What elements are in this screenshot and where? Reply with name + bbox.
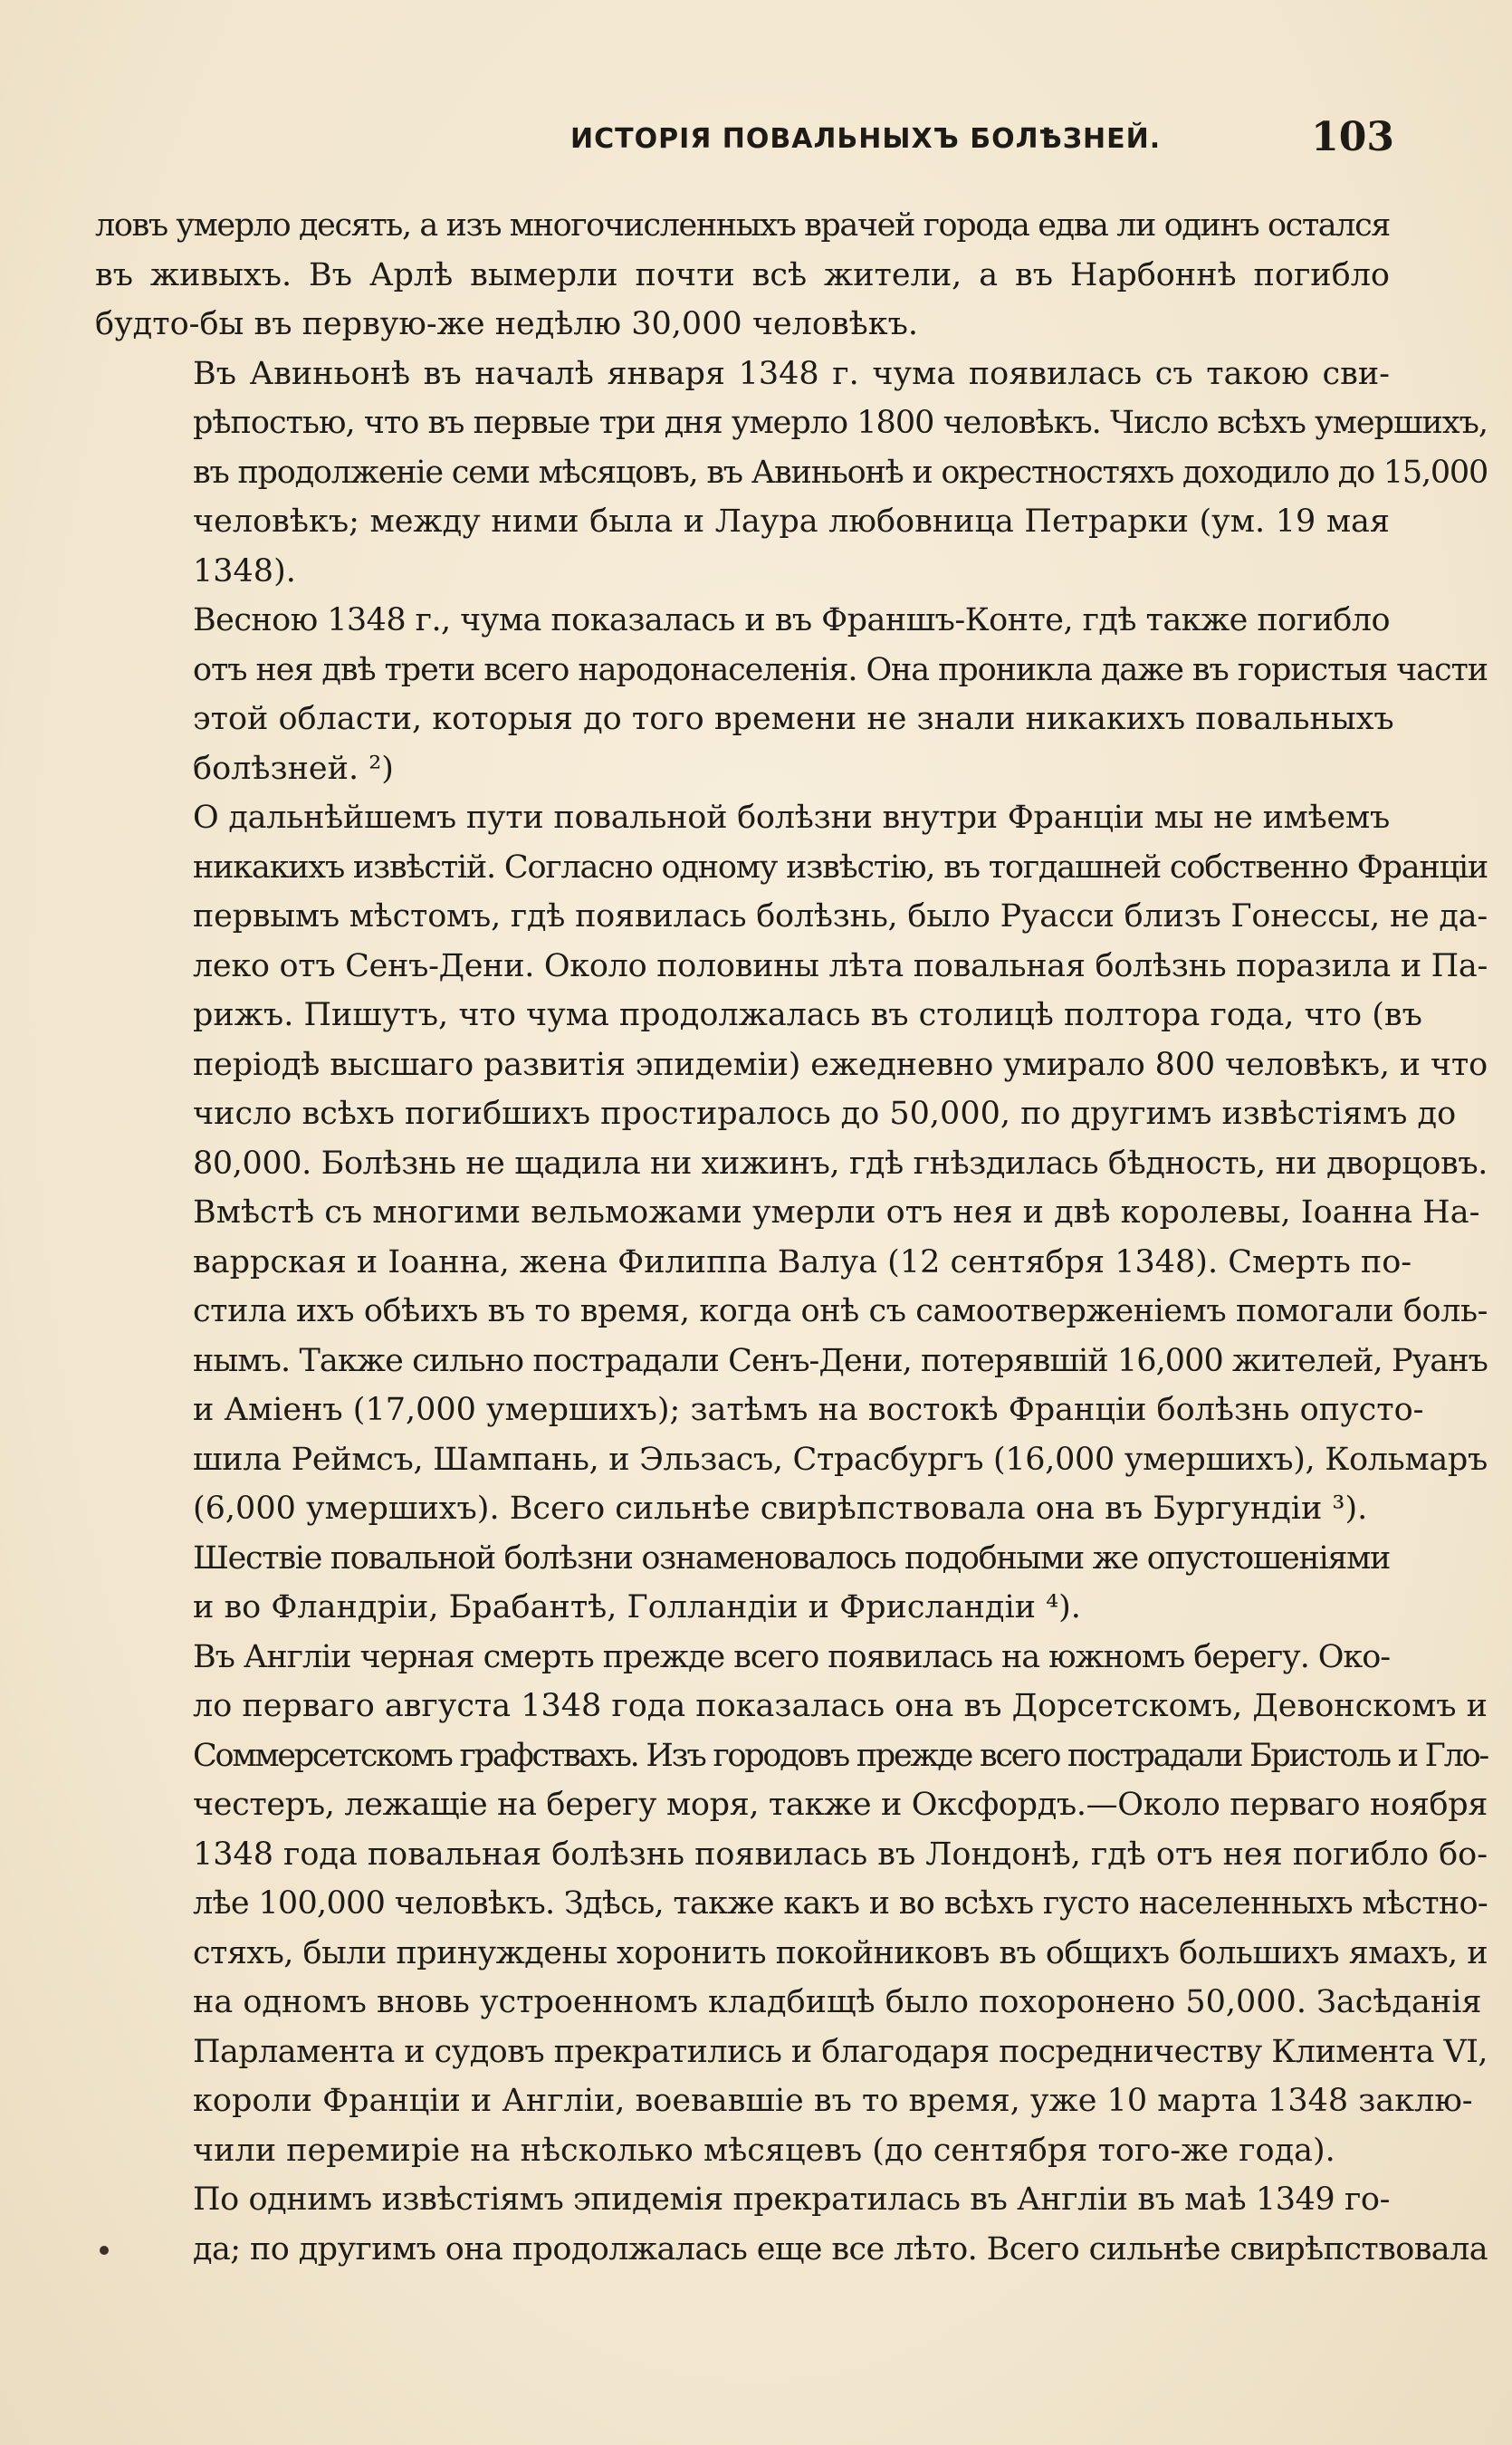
- text-line: на одномъ вновь устроенномъ кладбищѣ было похоронено 50,000. Засѣданія: [193, 1984, 1482, 2020]
- text-line: будто-бы въ первую-же недѣлю 30,000 человѣкъ.: [95, 306, 919, 342]
- text-line: отъ нея двѣ трети всего народонаселенія. Она проникла даже въ гористыя части: [193, 651, 1488, 688]
- paragraph: [95, 596, 1488, 793]
- text-line: стила ихъ обѣихъ въ то время, когда онѣ съ самоотверженіемъ помогали боль-: [193, 1293, 1488, 1329]
- paragraph: [95, 1534, 1390, 1633]
- text-line: въ продолженіе семи мѣсяцовъ, въ Авиньонѣ и окрестностяхъ доходило до 15,000: [193, 454, 1488, 491]
- text-line: да; по другимъ она продолжалась еще все лѣто. Всего сильнѣе свирѣпствовала: [193, 2230, 1488, 2268]
- text-line: рѣпостью, что въ первые три дня умерло 1800 человѣкъ. Число всѣхъ умершихъ,: [193, 405, 1488, 441]
- text-line: 1348).: [193, 552, 296, 590]
- text-line: никакихъ извѣстій. Согласно одному извѣстію, въ тогдашней собственно Франціи: [193, 849, 1488, 886]
- page-header: [91, 107, 1394, 170]
- paragraph: [95, 350, 1488, 597]
- text-line: въ живыхъ. Въ Арлѣ вымерли почти всѣ жители, а въ Нарбоннѣ погибло: [95, 256, 1390, 293]
- text-line: Вмѣстѣ съ многими вельможами умерли отъ нея и двѣ королевы, Іоанна На-: [193, 1194, 1480, 1231]
- text-line: чили перемиріе на нѣсколько мѣсяцевъ (до сентября того-же года).: [193, 2132, 1335, 2169]
- text-line: и во Фландріи, Брабантѣ, Голландіи и Фрисландіи ⁴).: [193, 1589, 1081, 1625]
- text-line: Шествіе повальной болѣзни ознаменовалось подобными же опустошеніями: [193, 1539, 1390, 1577]
- text-line: лѣе 100,000 человѣкъ. Здѣсь, также какъ и во всѣхъ густо населенныхъ мѣстно-: [193, 1885, 1488, 1922]
- paragraph: [95, 793, 1488, 1534]
- page-number: 103: [1311, 114, 1394, 160]
- ink-smudge: [100, 2246, 109, 2255]
- text-line: и Аміенъ (17,000 умершихъ); затѣмъ на востокѣ Франціи болѣзнь опусто-: [193, 1392, 1424, 1428]
- paragraph: [95, 201, 1390, 350]
- text-line: леко отъ Сенъ-Дени. Около половины лѣта повальная болѣзнь поразила и Па-: [193, 947, 1488, 984]
- paragraph: [95, 1633, 1488, 2176]
- text-line: Весною 1348 г., чума показалась и въ Франшъ-Конте, гдѣ также погибло: [193, 602, 1390, 638]
- text-line: Парламента и судовъ прекратились и благодаря посредничеству Климента VI,: [193, 2033, 1488, 2070]
- text-line: шила Реймсъ, Шампань, и Эльзасъ, Страсбургъ (16,000 умершихъ), Кольмаръ: [193, 1441, 1488, 1478]
- text-line: Въ Авиньонѣ въ началѣ января 1348 г. чума появилась съ такою сви-: [193, 355, 1390, 392]
- text-line: 1348 года повальная болѣзнь появилась въ Лондонѣ, гдѣ отъ нея погибло бо-: [193, 1836, 1488, 1873]
- text-line: число всѣхъ погибшихъ простиралось до 50,000, по другимъ извѣстіямъ до: [193, 1096, 1457, 1132]
- text-line: короли Франціи и Англіи, воевавшіе въ то время, уже 10 марта 1348 заклю-: [193, 2083, 1473, 2119]
- text-line: болѣзней. ²): [193, 750, 394, 787]
- text-line: рижъ. Пишутъ, что чума продолжалась въ столицѣ полтора года, что (въ: [193, 997, 1422, 1033]
- text-line: ло перваго августа 1348 года показалась она въ Дорсетскомъ, Девонскомъ и: [193, 1688, 1488, 1724]
- text-line: По однимъ извѣстіямъ эпидемія прекратилась въ Англіи въ маѣ 1349 го-: [193, 2181, 1390, 2218]
- text-line: ловъ умерло десять, а изъ многочисленныхъ врачей города едва ли одинъ остался: [95, 207, 1390, 244]
- text-line: нымъ. Также сильно пострадали Сенъ-Дени, потерявшій 16,000 жителей, Руанъ: [193, 1342, 1488, 1379]
- text-line: Соммерсетскомъ графствахъ. Изъ городовъ прежде всего пострадали Бристоль и Гло-: [193, 1737, 1488, 1774]
- text-line: человѣкъ; между ними была и Лаура любовница Петрарки (ум. 19 мая: [193, 503, 1390, 540]
- text-line: первымъ мѣстомъ, гдѣ появилась болѣзнь, было Руасси близъ Гонессы, не да-: [193, 898, 1488, 935]
- text-line: періодѣ высшаго развитія эпидеміи) ежедневно умирало 800 человѣкъ, и что: [193, 1046, 1488, 1083]
- text-line: (6,000 умершихъ). Всего сильнѣе свирѣпствовала она въ Бургундіи ³).: [193, 1491, 1368, 1527]
- text-line: стяхъ, были принуждены хоронить покойниковъ въ общихъ большихъ ямахъ, и: [193, 1934, 1488, 1971]
- text-line: 80,000. Болѣзнь не щадила ни хижинъ, гдѣ гнѣздилась бѣдность, ни дворцовъ.: [193, 1145, 1488, 1182]
- running-title: ИСТОРІЯ ПОВАЛЬНЫХЪ БОЛѢЗНЕЙ.: [570, 123, 1162, 155]
- text-line: честеръ, лежащіе на берегу моря, также и Оксфордъ.—Около перваго ноября: [193, 1787, 1488, 1823]
- paragraph: [95, 2175, 1488, 2274]
- text-line: О дальнѣйшемъ пути повальной болѣзни внутри Франціи мы не имѣемъ: [193, 800, 1390, 836]
- text-line: этой области, которыя до того времени не знали никакихъ повальныхъ: [193, 701, 1394, 737]
- page-body: [95, 201, 1488, 2274]
- text-line: варрская и Іоанна, жена Филиппа Валуа (12 сентября 1348). Смерть по-: [193, 1243, 1412, 1280]
- text-line: Въ Англіи черная смерть прежде всего появилась на южномъ берегу. Око-: [193, 1638, 1390, 1675]
